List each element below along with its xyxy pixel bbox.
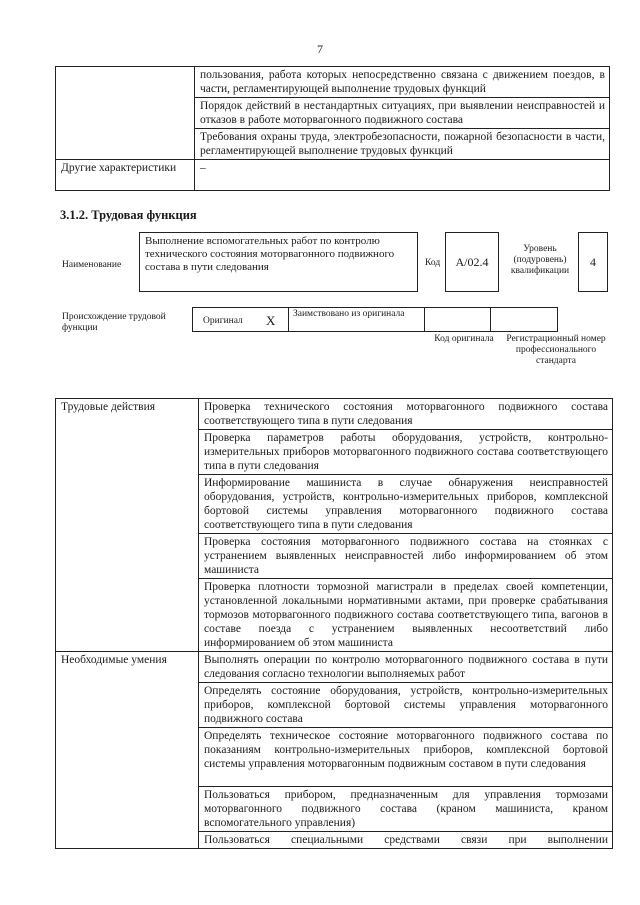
labor-actions-label: Трудовые действия bbox=[56, 399, 199, 652]
origin-table bbox=[192, 307, 560, 332]
original-mark: Х bbox=[266, 313, 276, 328]
other-characteristics-value: – bbox=[195, 160, 610, 191]
borrowed-cell bbox=[288, 307, 425, 332]
table-row bbox=[56, 652, 613, 683]
skill-item: Определять техническое состояние моторвагонного подвижного состава по показаниям контрольно-измерительных приборов, комплексной бортовой системы управления моторвагонным подвижным составом в пути следования bbox=[199, 728, 613, 787]
skill-item: Выполнять операции по контролю моторвагонного подвижного состава в пути следования согласно технологии выполняемых работ bbox=[199, 652, 613, 683]
borrowed-label: Заимствовано из оригинала bbox=[293, 309, 405, 319]
original-cell bbox=[192, 307, 289, 332]
labor-function-table bbox=[55, 398, 613, 849]
table-row bbox=[56, 399, 613, 430]
labor-action-item: Информирование машиниста в случае обнаружения неисправностей оборудования, устройств, контрольно-измерительных приборов, комплексной бортовой системы управления моторвагонного подвижного состава соответствующего типа в пути следования bbox=[199, 475, 613, 534]
origin-label: Происхождение трудовой функции bbox=[62, 312, 166, 333]
original-label: Оригинал bbox=[203, 316, 243, 326]
section-title: 3.1.2. Трудовая функция bbox=[60, 208, 197, 222]
registration-number-caption: Регистрационный номер профессионального стандарта bbox=[506, 334, 606, 366]
qualification-level-box: 4 bbox=[578, 232, 608, 292]
function-name-box: Выполнение вспомогательных работ по контролю технического состояния моторвагонного подвижного состава в пути следования bbox=[139, 232, 418, 292]
labor-action-item: Проверка состояния моторвагонного подвижного состава на стоянках с устранением выявленных неисправностей либо информированием об этом машиниста bbox=[199, 534, 613, 579]
table-cell: Требования охраны труда, электробезопасности, пожарной безопасности в части, регламентирующей выполнение трудовых функций bbox=[195, 129, 610, 160]
labor-action-item: Проверка плотности тормозной магистрали в пределах своей компетенции, установленной локальными нормативными актами, при проверке срабатывания тормозов моторвагонного подвижного состава соответствующего типа, вагонов в составе поезда с устранением выявленных несоответствий либо информированием об этом машиниста bbox=[199, 579, 613, 652]
table-cell: Порядок действий в нестандартных ситуациях, при выявлении неисправностей и отказов в работе моторвагонного подвижного состава bbox=[195, 98, 610, 129]
labor-action-item: Проверка технического состояния моторвагонного подвижного состава соответствующего типа в пути следования bbox=[199, 399, 613, 430]
code-label: Код bbox=[425, 258, 441, 268]
skill-item: Пользоваться прибором, предназначенным для управления тормозами моторвагонного подвижного состава (краном машиниста, краном вспомогательного управления) bbox=[199, 787, 613, 832]
qualification-level-label: Уровень (подуровень) квалификации bbox=[510, 244, 570, 276]
empty-label-cell bbox=[56, 67, 195, 160]
skill-item: Определять состояние оборудования, устройств, контрольно-измерительных приборов, комплексной бортовой системы управления моторвагонного подвижного состава bbox=[199, 683, 613, 728]
other-characteristics-label: Другие характеристики bbox=[56, 160, 195, 191]
name-label: Наименование bbox=[62, 260, 122, 270]
code-original-caption: Код оригинала bbox=[434, 334, 494, 344]
page-number: 7 bbox=[317, 42, 323, 56]
function-code-box: А/02.4 bbox=[445, 232, 499, 292]
registration-number-cell bbox=[490, 307, 558, 332]
knowledge-table-continuation bbox=[55, 66, 610, 191]
labor-action-item: Проверка параметров работы оборудования, устройств, контрольно-измерительных приборов моторвагонного подвижного состава соответствующего типа в пути следования bbox=[199, 430, 613, 475]
skill-item: Пользоваться специальными средствами связи при выполнении bbox=[199, 832, 613, 849]
table-cell: пользования, работа которых непосредственно связана с движением поездов, в части, регламентирующей выполнение трудовых функций bbox=[195, 67, 610, 98]
required-skills-label: Необходимые умения bbox=[56, 652, 199, 849]
original-code-cell bbox=[424, 307, 491, 332]
table-row bbox=[56, 160, 610, 191]
table-row bbox=[56, 67, 610, 98]
